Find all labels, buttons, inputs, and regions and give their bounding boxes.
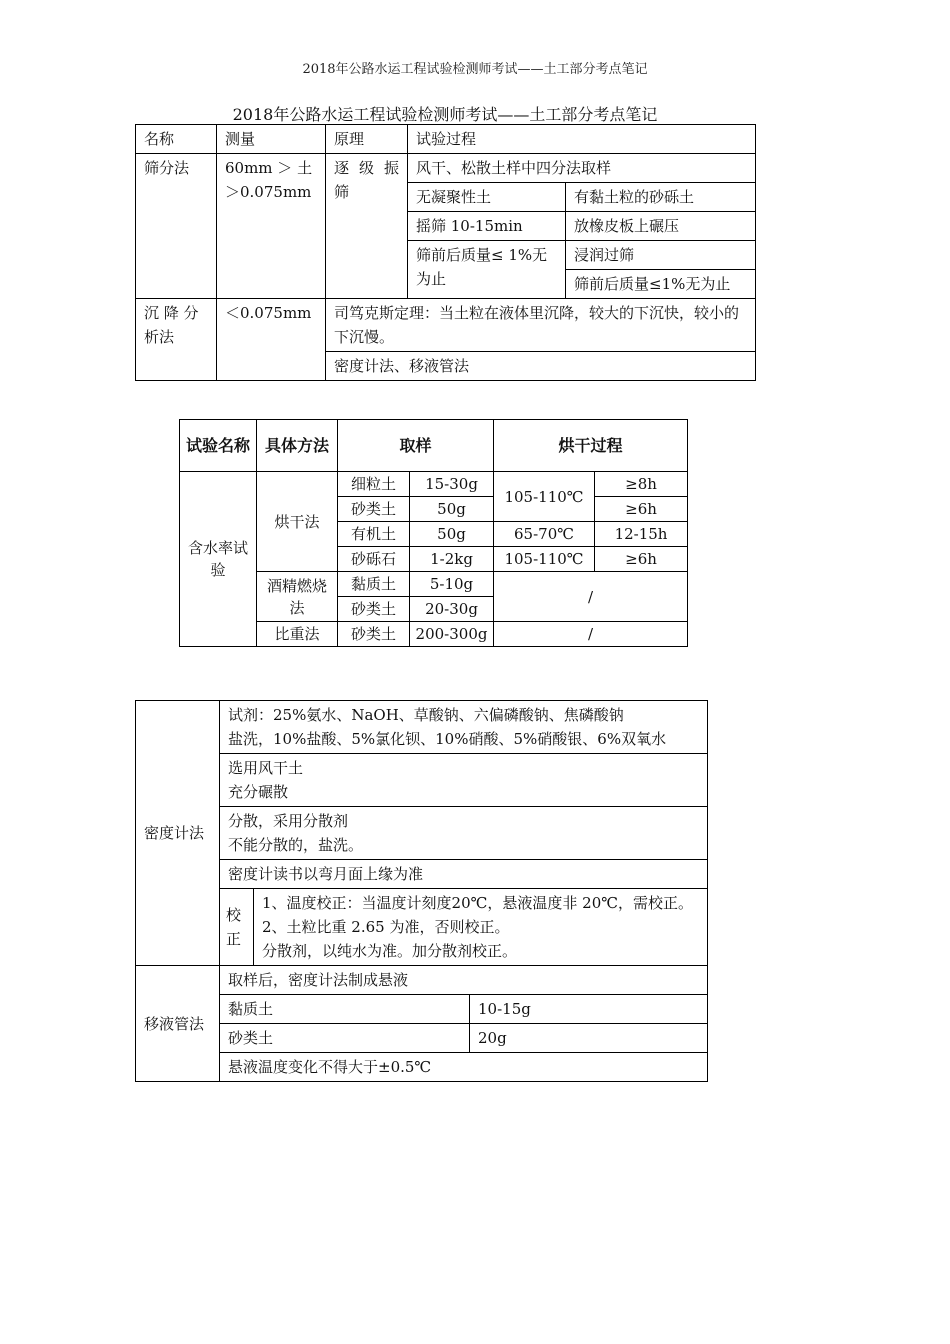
method-specific-gravity: 比重法: [257, 622, 338, 647]
table-row: [180, 572, 688, 597]
oven-soil-2: 砂类土: [338, 497, 410, 522]
alcohol-drying: /: [494, 572, 688, 622]
header-test-name: 试验名称: [180, 420, 257, 472]
disp-line-1: 分散，采用分散剂: [228, 812, 349, 830]
reagents-line-2: 盐洗，10%盐酸、5%氯化钡、10%硝酸、5%硝酸银、6%双氧水: [228, 730, 667, 748]
pipette-soil-2: 砂类土: [220, 1024, 470, 1053]
hydrometer-pipette-table: [135, 700, 708, 1082]
pipette-temp-note: 悬液温度变化不得大于±0.5℃: [220, 1053, 708, 1082]
disp-line-2: 不能分散的，盐洗。: [228, 836, 364, 854]
hydrometer-dispersion: [220, 807, 708, 860]
sg-mass: 200-300g: [410, 622, 494, 647]
test-name: 含水率试验: [180, 472, 257, 647]
table-row: [136, 966, 708, 995]
sieve-col-b: 有黏土粒的砂砾土: [566, 183, 756, 212]
pipette-name: 移液管法: [136, 966, 220, 1082]
sg-soil: 砂类土: [338, 622, 410, 647]
oven-time-2: ≥6h: [595, 497, 688, 522]
sieve-range: 60mm ＞ 土＞0.075mm: [217, 154, 326, 299]
header-name: 名称: [136, 125, 217, 154]
oven-mass-1: 15-30g: [410, 472, 494, 497]
table-row: [136, 1053, 708, 1082]
correction-line-2: 2、土粒比重 2.65 为准，否则校正。: [262, 918, 510, 936]
pipette-mass-1: 10-15g: [470, 995, 708, 1024]
header-principle: 原理: [326, 125, 408, 154]
table-row: [136, 299, 756, 352]
sieve-b3: 筛前后质量≤1%无为止: [566, 270, 756, 299]
correction-content: [254, 889, 708, 966]
sg-drying: /: [494, 622, 688, 647]
sieve-b1: 放橡皮板上碾压: [566, 212, 756, 241]
sieve-principle: 逐 级 振 筛: [326, 154, 408, 299]
table-row: [136, 154, 756, 183]
header-method: 具体方法: [257, 420, 338, 472]
sedimentation-range: ＜0.075mm: [217, 299, 326, 381]
oven-temp-1: 105-110℃: [494, 472, 595, 522]
particle-analysis-table: [135, 124, 756, 381]
oven-mass-4: 1-2kg: [410, 547, 494, 572]
sedimentation-name: 沉 降 分析法: [136, 299, 217, 381]
header-procedure: 试验过程: [408, 125, 756, 154]
header-drying: 烘干过程: [494, 420, 688, 472]
oven-time-4: ≥6h: [595, 547, 688, 572]
alcohol-mass-2: 20-30g: [410, 597, 494, 622]
hydrometer-reagents: [220, 701, 708, 754]
correction-line-1: 1、温度校正：当温度计刻度20℃，悬液温度非 20℃，需校正。: [262, 894, 694, 912]
table-row: [136, 701, 708, 754]
table-row: [180, 472, 688, 497]
sieve-name: 筛分法: [136, 154, 217, 299]
oven-mass-3: 50g: [410, 522, 494, 547]
oven-soil-4: 砂砾石: [338, 547, 410, 572]
running-header: 2018年公路水运工程试验检测师考试——土工部分考点笔记: [302, 62, 648, 77]
table-row: [180, 622, 688, 647]
sieve-a2: 筛前后质量≤ 1%无为止: [408, 241, 566, 299]
method-alcohol: 酒精燃烧法: [257, 572, 338, 622]
correction-label: 校正: [220, 889, 254, 966]
sedimentation-principle: 司笃克斯定理：当土粒在液体里沉降，较大的下沉快，较小的下沉慢。: [326, 299, 756, 352]
table-row: [136, 995, 708, 1024]
table-row: [136, 860, 708, 889]
oven-mass-2: 50g: [410, 497, 494, 522]
sieve-step1: 风干、松散土样中四分法取样: [408, 154, 756, 183]
oven-soil-1: 细粒土: [338, 472, 410, 497]
hydrometer-reading: 密度计读书以弯月面上缘为准: [220, 860, 708, 889]
header-measure: 测量: [217, 125, 326, 154]
alcohol-soil-1: 黏质土: [338, 572, 410, 597]
pipette-mass-2: 20g: [470, 1024, 708, 1053]
moisture-content-table: [179, 419, 688, 647]
correction-line-3: 分散剂，以纯水为准。加分散剂校正。: [262, 942, 518, 960]
sedimentation-methods: 密度计法、移液管法: [326, 352, 756, 381]
hydrometer-prep: [220, 754, 708, 807]
hydrometer-name: 密度计法: [136, 701, 220, 966]
pipette-step1: 取样后，密度计法制成悬液: [220, 966, 708, 995]
table-row: [136, 754, 708, 807]
table-header-row: [136, 125, 756, 154]
oven-temp-4: 105-110℃: [494, 547, 595, 572]
sieve-b2: 浸润过筛: [566, 241, 756, 270]
oven-time-3: 12-15h: [595, 522, 688, 547]
table-row: [136, 1024, 708, 1053]
table-row: [136, 807, 708, 860]
alcohol-mass-1: 5-10g: [410, 572, 494, 597]
prep-line-1: 选用风干土: [228, 759, 304, 777]
table-header-row: [180, 420, 688, 472]
sieve-a1: 摇筛 10-15min: [408, 212, 566, 241]
document-title: 2018年公路水运工程试验检测师考试——土工部分考点笔记: [232, 105, 658, 124]
prep-line-2: 充分碾散: [228, 783, 289, 801]
reagents-line-1: 试剂：25%氨水、NaOH、草酸钠、六偏磷酸钠、焦磷酸钠: [228, 706, 624, 724]
header-sampling: 取样: [338, 420, 494, 472]
oven-temp-3: 65-70℃: [494, 522, 595, 547]
oven-time-1: ≥8h: [595, 472, 688, 497]
sieve-col-a: 无凝聚性土: [408, 183, 566, 212]
alcohol-soil-2: 砂类土: [338, 597, 410, 622]
table-row: [136, 889, 708, 966]
oven-soil-3: 有机土: [338, 522, 410, 547]
pipette-soil-1: 黏质土: [220, 995, 470, 1024]
method-oven: 烘干法: [257, 472, 338, 572]
